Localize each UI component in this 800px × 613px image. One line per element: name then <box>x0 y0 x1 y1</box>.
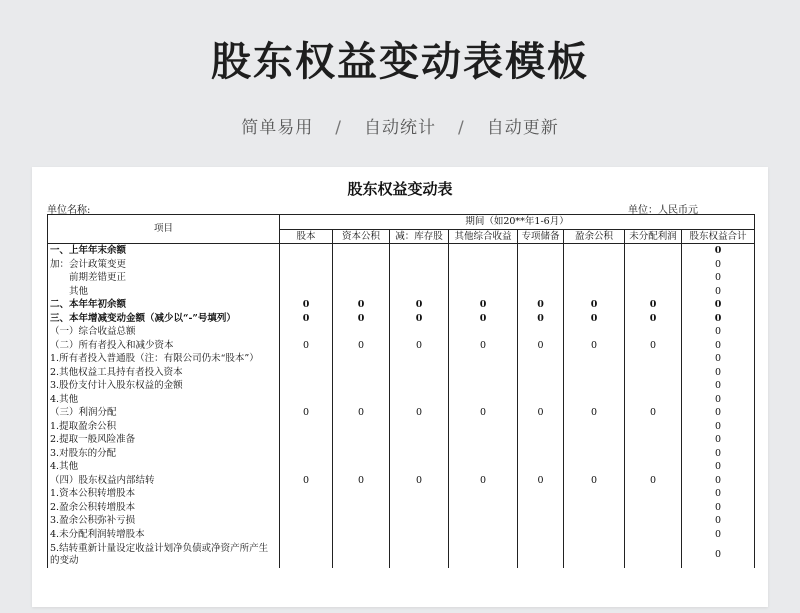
cell-value[interactable] <box>390 541 449 568</box>
cell-value[interactable] <box>390 487 449 501</box>
cell-value[interactable]: 0 <box>625 298 682 312</box>
cell-value[interactable] <box>625 258 682 272</box>
cell-value[interactable] <box>449 420 518 434</box>
cell-value[interactable] <box>625 352 682 366</box>
row-label: 2.提取一般风险准备 <box>48 433 280 447</box>
cell-value[interactable]: 0 <box>333 312 390 326</box>
cell-value[interactable] <box>449 501 518 515</box>
cell-value[interactable] <box>564 244 625 258</box>
cell-value[interactable] <box>449 541 518 568</box>
cell-value[interactable]: 0 <box>682 474 755 488</box>
cell-value[interactable]: 0 <box>682 271 755 285</box>
cell-value[interactable] <box>564 325 625 339</box>
cell-value[interactable] <box>518 244 564 258</box>
cell-value[interactable]: 0 <box>682 541 755 568</box>
header-column: 资本公积 <box>333 229 390 244</box>
cell-value[interactable] <box>449 447 518 461</box>
cell-value[interactable]: 0 <box>449 312 518 326</box>
cell-value[interactable] <box>564 433 625 447</box>
cell-value[interactable] <box>518 460 564 474</box>
cell-value[interactable] <box>518 258 564 272</box>
cell-value[interactable] <box>625 244 682 258</box>
row-label: 1.所有者投入普通股（注：有限公司仍未“股本”） <box>48 352 280 366</box>
table-body <box>48 244 755 569</box>
cell-value[interactable]: 0 <box>564 339 625 353</box>
table-row <box>48 352 755 366</box>
cell-value[interactable]: 0 <box>280 312 333 326</box>
cell-value[interactable] <box>518 271 564 285</box>
row-label: 其他 <box>48 285 280 299</box>
cell-value[interactable] <box>390 352 449 366</box>
cell-value[interactable] <box>333 420 390 434</box>
currency-label: 单位：人民币元 <box>628 205 698 216</box>
cell-value[interactable]: 0 <box>280 339 333 353</box>
row-label: （一）综合收益总额 <box>48 325 280 339</box>
table-row <box>48 420 755 434</box>
row-label: 3.盈余公积弥补亏损 <box>48 514 280 528</box>
cell-value[interactable]: 0 <box>682 460 755 474</box>
cell-value[interactable]: 0 <box>333 339 390 353</box>
header-column: 减：库存股 <box>390 229 449 244</box>
feature-tag: 简单易用 <box>241 118 314 138</box>
cell-value[interactable] <box>564 271 625 285</box>
cell-value[interactable] <box>390 244 449 258</box>
cell-value[interactable] <box>564 528 625 542</box>
header-column: 股本 <box>280 229 333 244</box>
row-label: 前期差错更正 <box>48 271 280 285</box>
unit-name-label: 单位名称: <box>47 205 91 216</box>
cell-value[interactable] <box>280 420 333 434</box>
cell-value[interactable] <box>333 285 390 299</box>
row-label: 二、本年年初余额 <box>48 298 280 312</box>
table-row <box>48 271 755 285</box>
cell-value[interactable] <box>280 379 333 393</box>
table-row <box>48 460 755 474</box>
cell-value[interactable] <box>390 366 449 380</box>
tag-separator: / <box>458 118 465 138</box>
cell-value[interactable] <box>390 379 449 393</box>
table-row <box>48 339 755 353</box>
cell-value[interactable] <box>518 501 564 515</box>
cell-value[interactable]: 0 <box>449 406 518 420</box>
cell-value[interactable] <box>333 258 390 272</box>
cell-value[interactable] <box>390 528 449 542</box>
cell-value[interactable] <box>333 514 390 528</box>
cell-value[interactable] <box>449 244 518 258</box>
cell-value[interactable] <box>518 528 564 542</box>
cell-value[interactable]: 0 <box>682 406 755 420</box>
cell-value[interactable] <box>564 258 625 272</box>
cell-value[interactable] <box>333 325 390 339</box>
table-row <box>48 285 755 299</box>
cell-value[interactable]: 0 <box>682 501 755 515</box>
spreadsheet-preview <box>32 167 768 607</box>
cell-value[interactable] <box>625 528 682 542</box>
cell-value[interactable]: 0 <box>518 339 564 353</box>
cell-value[interactable]: 0 <box>280 406 333 420</box>
cell-value[interactable] <box>564 487 625 501</box>
cell-value[interactable] <box>333 487 390 501</box>
row-label: 1.提取盈余公积 <box>48 420 280 434</box>
row-label: 4.其他 <box>48 393 280 407</box>
cell-value[interactable]: 0 <box>682 258 755 272</box>
cell-value[interactable] <box>625 460 682 474</box>
cell-value[interactable] <box>333 271 390 285</box>
feature-tag: 自动更新 <box>486 118 559 138</box>
cell-value[interactable] <box>449 285 518 299</box>
cell-value[interactable]: 0 <box>682 312 755 326</box>
cell-value[interactable] <box>280 352 333 366</box>
cell-value[interactable]: 0 <box>333 298 390 312</box>
cell-value[interactable] <box>333 541 390 568</box>
cell-value[interactable] <box>518 447 564 461</box>
cell-value[interactable] <box>280 528 333 542</box>
header-column: 股东权益合计 <box>682 229 755 244</box>
cell-value[interactable] <box>449 258 518 272</box>
cell-value[interactable] <box>333 460 390 474</box>
cell-value[interactable] <box>333 447 390 461</box>
cell-value[interactable] <box>280 244 333 258</box>
cell-value[interactable] <box>280 501 333 515</box>
table-row <box>48 501 755 515</box>
table-row <box>48 487 755 501</box>
cell-value[interactable]: 0 <box>682 244 755 258</box>
cell-value[interactable]: 0 <box>390 339 449 353</box>
cell-value[interactable] <box>564 393 625 407</box>
cell-value[interactable]: 0 <box>625 406 682 420</box>
cell-value[interactable]: 0 <box>682 420 755 434</box>
cell-value[interactable] <box>390 514 449 528</box>
cell-value[interactable] <box>390 285 449 299</box>
cell-value[interactable] <box>564 379 625 393</box>
cell-value[interactable] <box>280 366 333 380</box>
cell-value[interactable] <box>390 501 449 515</box>
cell-value[interactable] <box>333 379 390 393</box>
cell-value[interactable] <box>449 379 518 393</box>
table-row <box>48 366 755 380</box>
cell-value[interactable]: 0 <box>682 298 755 312</box>
cell-value[interactable] <box>518 420 564 434</box>
row-label: 三、本年增减变动金额（减少以“-”号填列） <box>48 312 280 326</box>
cell-value[interactable]: 0 <box>682 487 755 501</box>
cell-value[interactable] <box>390 325 449 339</box>
cell-value[interactable] <box>280 460 333 474</box>
cell-value[interactable]: 0 <box>449 298 518 312</box>
cell-value[interactable] <box>625 271 682 285</box>
cell-value[interactable] <box>449 393 518 407</box>
cell-value[interactable] <box>564 460 625 474</box>
table-row <box>48 433 755 447</box>
row-label: 1.资本公积转增股本 <box>48 487 280 501</box>
row-label: 3.股份支付计入股东权益的金额 <box>48 379 280 393</box>
cell-value[interactable] <box>280 285 333 299</box>
cell-value[interactable]: 0 <box>564 406 625 420</box>
cell-value[interactable] <box>280 541 333 568</box>
row-label: （二）所有者投入和减少资本 <box>48 339 280 353</box>
header-item: 项目 <box>48 215 280 244</box>
feature-tags <box>0 113 800 138</box>
cell-value[interactable] <box>390 271 449 285</box>
sheet-title: 股东权益变动表 <box>347 180 453 198</box>
cell-value[interactable]: 0 <box>682 393 755 407</box>
table-row <box>48 379 755 393</box>
cell-value[interactable]: 0 <box>682 528 755 542</box>
cell-value[interactable] <box>449 352 518 366</box>
cell-value[interactable] <box>333 528 390 542</box>
cell-value[interactable]: 0 <box>280 474 333 488</box>
cell-value[interactable]: 0 <box>682 366 755 380</box>
cell-value[interactable] <box>518 514 564 528</box>
cell-value[interactable] <box>625 325 682 339</box>
cell-value[interactable]: 0 <box>518 298 564 312</box>
cell-value[interactable]: 0 <box>564 312 625 326</box>
cell-value[interactable] <box>449 433 518 447</box>
row-label: （四）股东权益内部结转 <box>48 474 280 488</box>
cell-value[interactable]: 0 <box>682 447 755 461</box>
table-row <box>48 406 755 420</box>
cell-value[interactable] <box>280 393 333 407</box>
cell-value[interactable]: 0 <box>390 312 449 326</box>
cell-value[interactable]: 0 <box>682 352 755 366</box>
cell-value[interactable] <box>625 393 682 407</box>
cell-value[interactable] <box>280 487 333 501</box>
cell-value[interactable] <box>449 514 518 528</box>
header-column: 专项储备 <box>518 229 564 244</box>
cell-value[interactable]: 0 <box>625 474 682 488</box>
cell-value[interactable]: 0 <box>518 312 564 326</box>
cell-value[interactable] <box>390 393 449 407</box>
cell-value[interactable] <box>625 420 682 434</box>
cell-value[interactable] <box>333 501 390 515</box>
cell-value[interactable] <box>564 541 625 568</box>
cell-value[interactable]: 0 <box>390 406 449 420</box>
cell-value[interactable] <box>449 366 518 380</box>
cell-value[interactable] <box>518 285 564 299</box>
cell-value[interactable]: 0 <box>682 339 755 353</box>
tag-separator: / <box>335 118 342 138</box>
row-label: 3.对股东的分配 <box>48 447 280 461</box>
table-row <box>48 447 755 461</box>
cell-value[interactable] <box>518 433 564 447</box>
header-column: 未分配利润 <box>625 229 682 244</box>
row-label: 一、上年年末余额 <box>48 244 280 258</box>
table-row <box>48 528 755 542</box>
cell-value[interactable]: 0 <box>333 474 390 488</box>
cell-value[interactable]: 0 <box>625 339 682 353</box>
cell-value[interactable] <box>449 528 518 542</box>
cell-value[interactable]: 0 <box>625 312 682 326</box>
cell-value[interactable]: 0 <box>682 514 755 528</box>
cell-value[interactable] <box>280 325 333 339</box>
cell-value[interactable] <box>625 366 682 380</box>
cell-value[interactable] <box>333 352 390 366</box>
cell-value[interactable] <box>518 541 564 568</box>
cell-value[interactable] <box>564 352 625 366</box>
cell-value[interactable] <box>564 366 625 380</box>
table-row <box>48 393 755 407</box>
header-column: 其他综合收益 <box>449 229 518 244</box>
row-label: 2.其他权益工具持有者投入资本 <box>48 366 280 380</box>
cell-value[interactable] <box>518 379 564 393</box>
table-row <box>48 514 755 528</box>
table-row <box>48 298 755 312</box>
table-row <box>48 258 755 272</box>
cell-value[interactable] <box>625 514 682 528</box>
table-row <box>48 244 755 258</box>
cell-value[interactable]: 0 <box>518 406 564 420</box>
cell-value[interactable]: 0 <box>564 298 625 312</box>
cell-value[interactable] <box>518 366 564 380</box>
cell-value[interactable] <box>564 420 625 434</box>
cell-value[interactable] <box>518 352 564 366</box>
feature-tag: 自动统计 <box>364 118 436 138</box>
cell-value[interactable] <box>449 271 518 285</box>
row-label: 5.结转重新计量设定收益计划净负债或净资产所产生的变动 <box>48 541 280 568</box>
cell-value[interactable] <box>390 447 449 461</box>
cell-value[interactable] <box>625 447 682 461</box>
cell-value[interactable]: 0 <box>390 474 449 488</box>
cell-value[interactable] <box>280 514 333 528</box>
cell-value[interactable]: 0 <box>390 298 449 312</box>
cell-value[interactable] <box>390 433 449 447</box>
cell-value[interactable]: 0 <box>682 433 755 447</box>
cell-value[interactable] <box>333 244 390 258</box>
cell-value[interactable] <box>280 271 333 285</box>
cell-value[interactable] <box>333 433 390 447</box>
cell-value[interactable] <box>625 379 682 393</box>
cell-value[interactable] <box>625 487 682 501</box>
row-label: 加：会计政策变更 <box>48 258 280 272</box>
cell-value[interactable] <box>449 460 518 474</box>
cell-value[interactable] <box>390 420 449 434</box>
cell-value[interactable] <box>625 285 682 299</box>
cell-value[interactable] <box>518 325 564 339</box>
cell-value[interactable] <box>333 393 390 407</box>
cell-value[interactable] <box>280 258 333 272</box>
cell-value[interactable] <box>518 487 564 501</box>
cell-value[interactable]: 0 <box>682 325 755 339</box>
cell-value[interactable]: 0 <box>333 406 390 420</box>
cell-value[interactable] <box>625 541 682 568</box>
cell-value[interactable]: 0 <box>682 379 755 393</box>
table-row <box>48 474 755 488</box>
cell-value[interactable] <box>564 447 625 461</box>
row-label: 4.其他 <box>48 460 280 474</box>
cell-value[interactable]: 0 <box>682 285 755 299</box>
cell-value[interactable] <box>518 393 564 407</box>
row-label: 2.盈余公积转增股本 <box>48 501 280 515</box>
row-label: （三）利润分配 <box>48 406 280 420</box>
cell-value[interactable] <box>564 501 625 515</box>
equity-change-table <box>47 214 755 568</box>
table-row <box>48 541 755 568</box>
cell-value[interactable] <box>564 514 625 528</box>
page-title: 股东权益变动表模板 <box>211 39 589 85</box>
cell-value[interactable] <box>280 433 333 447</box>
cell-value[interactable] <box>280 447 333 461</box>
header-period: 期间（如20**年1-6月） <box>280 215 755 230</box>
cell-value[interactable] <box>390 460 449 474</box>
cell-value[interactable] <box>390 258 449 272</box>
cell-value[interactable] <box>625 433 682 447</box>
cell-value[interactable]: 0 <box>449 339 518 353</box>
row-label: 4.未分配利润转增股本 <box>48 528 280 542</box>
cell-value[interactable] <box>564 285 625 299</box>
cell-value[interactable] <box>625 501 682 515</box>
cell-value[interactable] <box>449 325 518 339</box>
table-row <box>48 312 755 326</box>
cell-value[interactable]: 0 <box>280 298 333 312</box>
cell-value[interactable]: 0 <box>449 474 518 488</box>
table-row <box>48 325 755 339</box>
cell-value[interactable] <box>449 487 518 501</box>
cell-value[interactable]: 0 <box>518 474 564 488</box>
cell-value[interactable]: 0 <box>564 474 625 488</box>
header-column: 盈余公积 <box>564 229 625 244</box>
cell-value[interactable] <box>333 366 390 380</box>
